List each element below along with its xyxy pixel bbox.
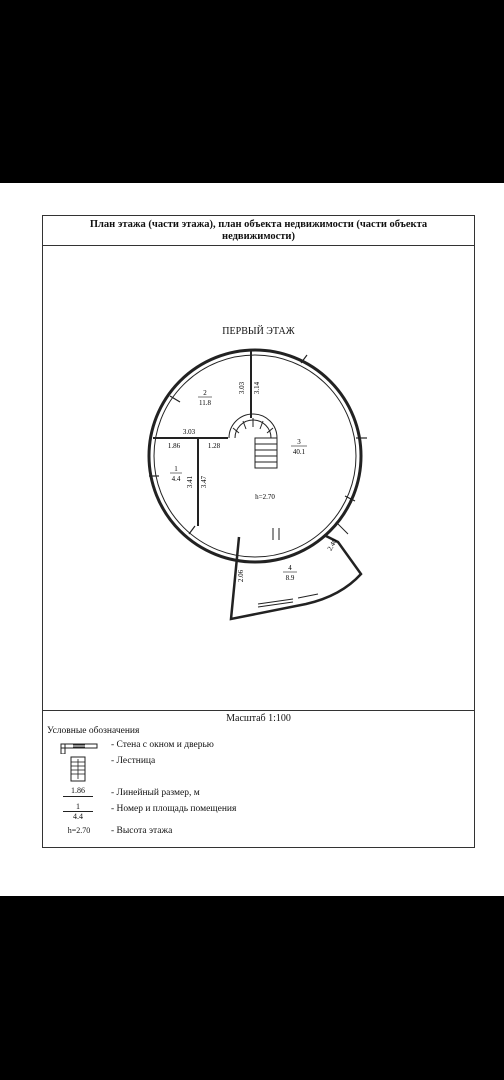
wall-window-door-symbol [59, 740, 99, 754]
header-line-2: недвижимости) [222, 231, 295, 242]
room-label-4 [283, 564, 297, 582]
dim-314: 3.14 [253, 381, 261, 395]
legend-title: Условные обозначения [47, 726, 140, 736]
legend-item-dimension: - Линейный размер, м [111, 788, 200, 798]
room-area: 4.4 [171, 475, 181, 483]
room-number: 1 [174, 465, 178, 473]
floor-plan [43, 326, 476, 766]
dim-206: 2.06 [237, 569, 245, 583]
scale-row [43, 710, 474, 724]
legend-item-room: - Номер и площадь помещения [111, 804, 237, 814]
dim-186: 1.86 [167, 442, 181, 450]
legend-item-wall: - Стена с окном и дверью [111, 740, 214, 750]
annex-walls [231, 535, 361, 619]
dim-347: 3.47 [200, 475, 208, 489]
room-number: 2 [203, 389, 207, 397]
plan-frame [42, 215, 475, 848]
room-label-1 [170, 465, 182, 483]
dim-240: 2.40 [325, 537, 339, 553]
floor-title: ПЕРВЫЙ ЭТАЖ [222, 326, 295, 337]
legend-dim-symbol [63, 786, 93, 797]
interior-walls [153, 351, 251, 526]
room-area-sample: 4.4 [73, 812, 83, 821]
stair-symbol [69, 756, 87, 782]
dim-303-mid: 3.03 [182, 428, 196, 436]
room-area: 40.1 [292, 448, 306, 456]
legend-item-stairs: - Лестница [111, 756, 156, 766]
room-area: 8.9 [285, 574, 295, 582]
legend-height-symbol [57, 826, 101, 835]
header-line-1: План этажа (части этажа), план объекта недвижимости (части объекта [89, 219, 428, 230]
document-page [0, 183, 504, 896]
dim-128: 1.28 [207, 442, 221, 450]
staircase-icon [229, 414, 277, 468]
legend-item-height: - Высота этажа [111, 826, 173, 836]
room-number: 4 [288, 564, 292, 572]
scale-label: Масштаб 1:100 [226, 713, 291, 724]
height-sample: h=2.70 [67, 826, 91, 835]
floor-height: h=2.70 [255, 493, 275, 501]
room-label-2 [198, 389, 212, 407]
dim-303-top: 3.03 [238, 381, 246, 395]
dim-sample-line [63, 796, 93, 797]
room-label-3 [291, 438, 307, 456]
room-num-sample: 1 [76, 802, 80, 811]
room-number: 3 [297, 438, 301, 446]
room-area: 11.8 [199, 399, 211, 407]
dim-341: 3.41 [186, 475, 194, 489]
dim-sample: 1.86 [71, 786, 85, 795]
document-header [43, 216, 474, 246]
legend-room-symbol [63, 802, 93, 821]
